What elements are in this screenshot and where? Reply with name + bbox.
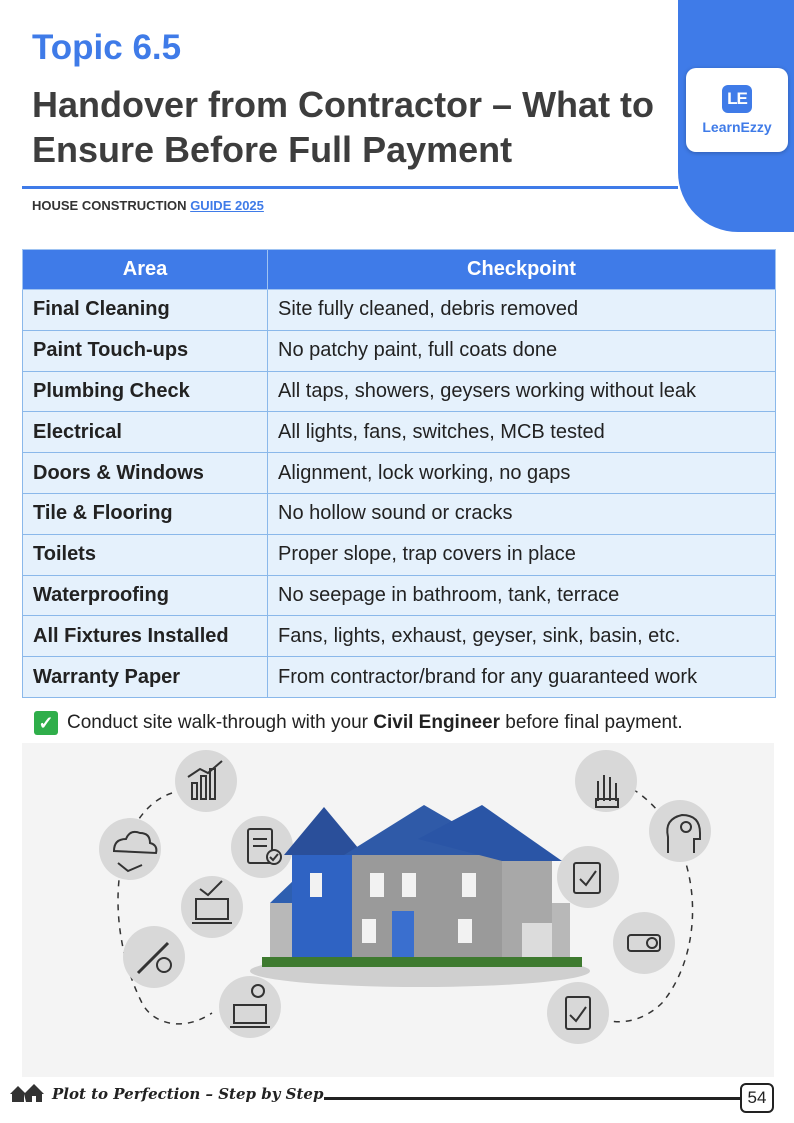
row-area: All Fixtures Installed [23, 616, 268, 657]
footer-text: Plot to Perfection – Step by Step [52, 1085, 324, 1103]
topic-label: Topic 6.5 [32, 28, 182, 67]
tools-icon [123, 926, 185, 988]
table-row [23, 453, 776, 494]
note-bold: Civil Engineer [373, 712, 500, 733]
row-checkpoint: Fans, lights, exhaust, geyser, sink, basin, etc. [268, 616, 776, 657]
tag-check-icon [557, 846, 619, 908]
header-area: Area [23, 250, 268, 290]
handover-checklist-table [22, 249, 776, 698]
note-text [67, 712, 683, 734]
title-rule [22, 186, 678, 189]
row-checkpoint: Alignment, lock working, no gaps [268, 453, 776, 494]
laptop-check-icon [181, 876, 243, 938]
houses-icon [10, 1084, 46, 1104]
row-checkpoint: No patchy paint, full coats done [268, 330, 776, 371]
table-row [23, 575, 776, 616]
logo-mark: LE [722, 85, 752, 113]
table-header-row [23, 250, 776, 290]
footer-divider [324, 1097, 742, 1100]
house-icon [250, 805, 590, 987]
table-row [23, 493, 776, 534]
table-row [23, 534, 776, 575]
table-row [23, 657, 776, 698]
head-gears-icon [649, 800, 711, 862]
row-checkpoint: No seepage in bathroom, tank, terrace [268, 575, 776, 616]
note-after: before final payment. [499, 712, 683, 733]
table-row [23, 330, 776, 371]
note-before: Conduct site walk-through with your [67, 712, 374, 733]
learnezzy-logo [686, 68, 788, 152]
table-row [23, 412, 776, 453]
row-area: Tile & Flooring [23, 493, 268, 534]
table-row [23, 371, 776, 412]
clipboard-pen-icon [547, 982, 609, 1044]
hand-icon [575, 750, 637, 812]
table-row [23, 616, 776, 657]
row-area: Paint Touch-ups [23, 330, 268, 371]
cloud-handshake-icon [99, 818, 161, 880]
row-checkpoint: From contractor/brand for any guaranteed work [268, 657, 776, 698]
row-area: Toilets [23, 534, 268, 575]
clipboard-check-icon [231, 816, 293, 878]
subtitle-main: HOUSE CONSTRUCTION [32, 198, 187, 213]
laptop-steam-icon [219, 976, 281, 1038]
row-checkpoint: No hollow sound or cracks [268, 493, 776, 534]
row-checkpoint: Proper slope, trap covers in place [268, 534, 776, 575]
footer-tagline [10, 1084, 323, 1104]
site-walkthrough-note [34, 711, 683, 735]
row-checkpoint: All taps, showers, geysers working without leak [268, 371, 776, 412]
house-illustration [22, 743, 774, 1077]
row-checkpoint: All lights, fans, switches, MCB tested [268, 412, 776, 453]
logo-name: LearnEzzy [702, 119, 772, 135]
bar-chart-icon [175, 750, 237, 812]
row-area: Electrical [23, 412, 268, 453]
guide-subtitle [32, 198, 264, 213]
table-row [23, 290, 776, 331]
row-checkpoint: Site fully cleaned, debris removed [268, 290, 776, 331]
green-check-icon: ✓ [34, 711, 58, 735]
row-area: Plumbing Check [23, 371, 268, 412]
row-area: Warranty Paper [23, 657, 268, 698]
engine-icon [613, 912, 675, 974]
header-checkpoint: Checkpoint [268, 250, 776, 290]
row-area: Doors & Windows [23, 453, 268, 494]
page-number: 54 [740, 1083, 774, 1113]
row-area: Final Cleaning [23, 290, 268, 331]
row-area: Waterproofing [23, 575, 268, 616]
page-title: Handover from Contractor – What to Ensure Before Full Payment [32, 84, 655, 170]
subtitle-accent: GUIDE 2025 [190, 198, 264, 213]
